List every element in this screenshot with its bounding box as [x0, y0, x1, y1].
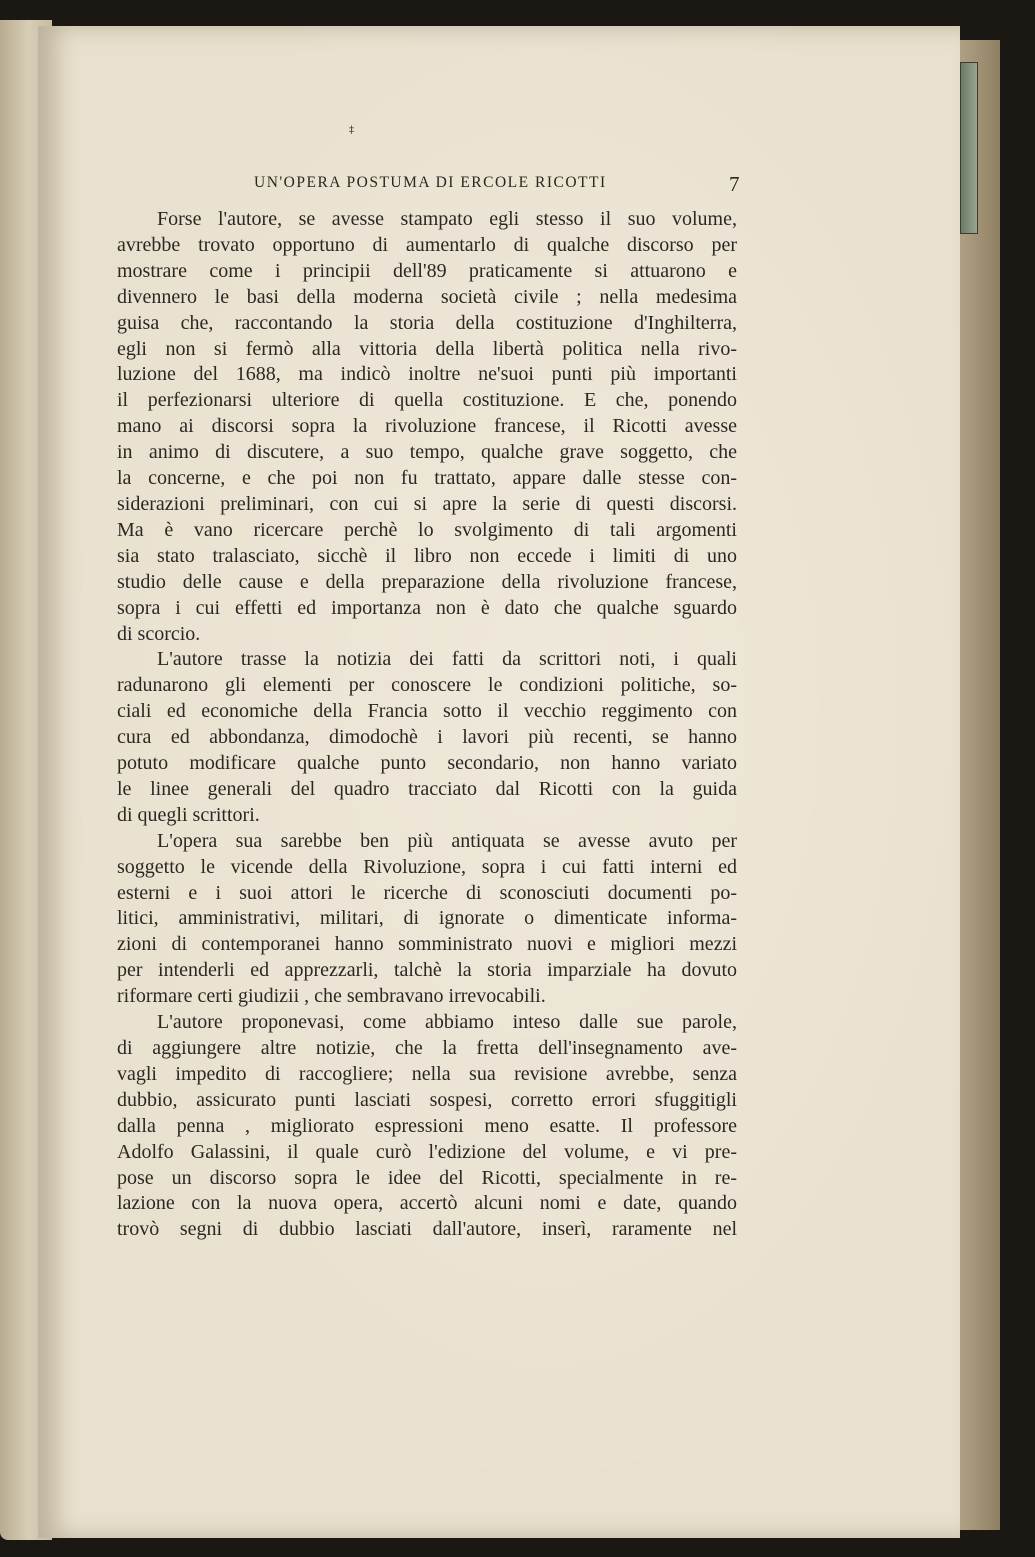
- text-line: in animo di discutere, a suo tempo, qualche grave soggetto, che: [117, 441, 737, 464]
- text-line: lazione con la nuova opera, accertò alcuni nomi e date, quando: [117, 1192, 737, 1215]
- text-line: L'autore trasse la notizia dei fatti da scrittori noti, i quali: [157, 648, 737, 671]
- text-line: studio delle cause e della preparazione della rivoluzione francese,: [117, 570, 737, 593]
- printer-mark: ‡: [349, 125, 354, 136]
- text-line: mostrare come i principii dell'89 praticamente si attuarono e: [117, 259, 737, 282]
- page-number: 7: [729, 172, 740, 196]
- running-head: UN'OPERA POSTUMA DI ERCOLE RICOTTI: [254, 174, 607, 191]
- text-line: radunarono gli elementi per conoscere le condizioni politiche, so-: [117, 674, 737, 697]
- text-line: divennero le basi della moderna società civile ; nella medesima: [117, 285, 737, 308]
- text-line: L'opera sua sarebbe ben più antiquata se avesse avuto per: [157, 829, 737, 852]
- text-line: guisa che, raccontando la storia della costituzione d'Inghilterra,: [117, 311, 737, 334]
- text-line: il perfezionarsi ulteriore di quella costituzione. E che, ponendo: [117, 389, 737, 412]
- text-line: pose un discorso sopra le idee del Ricotti, specialmente in re-: [117, 1166, 737, 1189]
- text-line: Adolfo Galassini, il quale curò l'edizione del volume, e vi pre-: [117, 1140, 737, 1163]
- text-line: avrebbe trovato opportuno di aumentarlo di qualche discorso per: [117, 233, 737, 256]
- text-line: trovò segni di dubbio lasciati dall'autore, inserì, raramente nel: [117, 1218, 737, 1241]
- text-line: riformare certi giudizii , che sembravano irrevocabili.: [117, 985, 546, 1008]
- text-line: di scorcio.: [117, 622, 201, 645]
- text-line: mano ai discorsi sopra la rivoluzione francese, il Ricotti avesse: [117, 415, 737, 438]
- text-line: vagli impedito di raccogliere; nella sua revisione avrebbe, senza: [117, 1062, 737, 1085]
- text-line: L'autore proponevasi, come abbiamo inteso dalle sue parole,: [157, 1011, 737, 1034]
- text-line: dalla penna , migliorato espressioni meno esatte. Il professore: [117, 1114, 737, 1137]
- bookmark-tab: [960, 62, 978, 234]
- text-line: siderazioni preliminari, con cui si apre la serie di questi discorsi.: [117, 492, 737, 515]
- text-line: Forse l'autore, se avesse stampato egli stesso il suo volume,: [157, 208, 737, 230]
- text-line: luzione del 1688, ma indicò inoltre ne'suoi punti più importanti: [117, 363, 737, 386]
- text-line: di quegli scrittori.: [117, 803, 260, 826]
- text-line: Ma è vano ricercare perchè lo svolgimento di tali argomenti: [117, 518, 737, 541]
- text-line: di aggiungere altre notizie, che la fretta dell'insegnamento ave-: [117, 1037, 737, 1059]
- text-line: dubbio, assicurato punti lasciati sospesi, corretto errori sfuggitigli: [117, 1088, 737, 1111]
- text-line: esterni e i suoi attori le ricerche di sconosciuti documenti po-: [117, 881, 737, 904]
- text-line: soggetto le vicende della Rivoluzione, sopra i cui fatti interni ed: [117, 855, 737, 878]
- text-line: sopra i cui effetti ed importanza non è dato che qualche sguardo: [117, 596, 737, 619]
- text-line: litici, amministrativi, militari, di ignorate o dimenticate informa-: [117, 907, 737, 930]
- text-line: potuto modificare qualche punto secondario, non hanno variato: [117, 752, 737, 775]
- text-line: la concerne, e che poi non fu trattato, appare dalle stesse con-: [117, 467, 737, 490]
- text-line: ciali ed economiche della Francia sotto il vecchio reggimento con: [117, 700, 737, 723]
- body-text: [117, 207, 737, 1243]
- text-line: per intenderli ed apprezzarli, talchè la storia imparziale ha dovuto: [117, 959, 737, 982]
- text-line: cura ed abbondanza, dimodochè i lavori più recenti, se hanno: [117, 726, 737, 749]
- text-line: le linee generali del quadro tracciato dal Ricotti con la guida: [117, 777, 737, 800]
- text-line: sia stato tralasciato, sicchè il libro non eccede i limiti di uno: [117, 544, 737, 567]
- text-line: egli non si fermò alla vittoria della libertà politica nella rivo-: [117, 337, 737, 360]
- text-line: zioni di contemporanei hanno somministrato nuovi e migliori mezzi: [117, 933, 737, 956]
